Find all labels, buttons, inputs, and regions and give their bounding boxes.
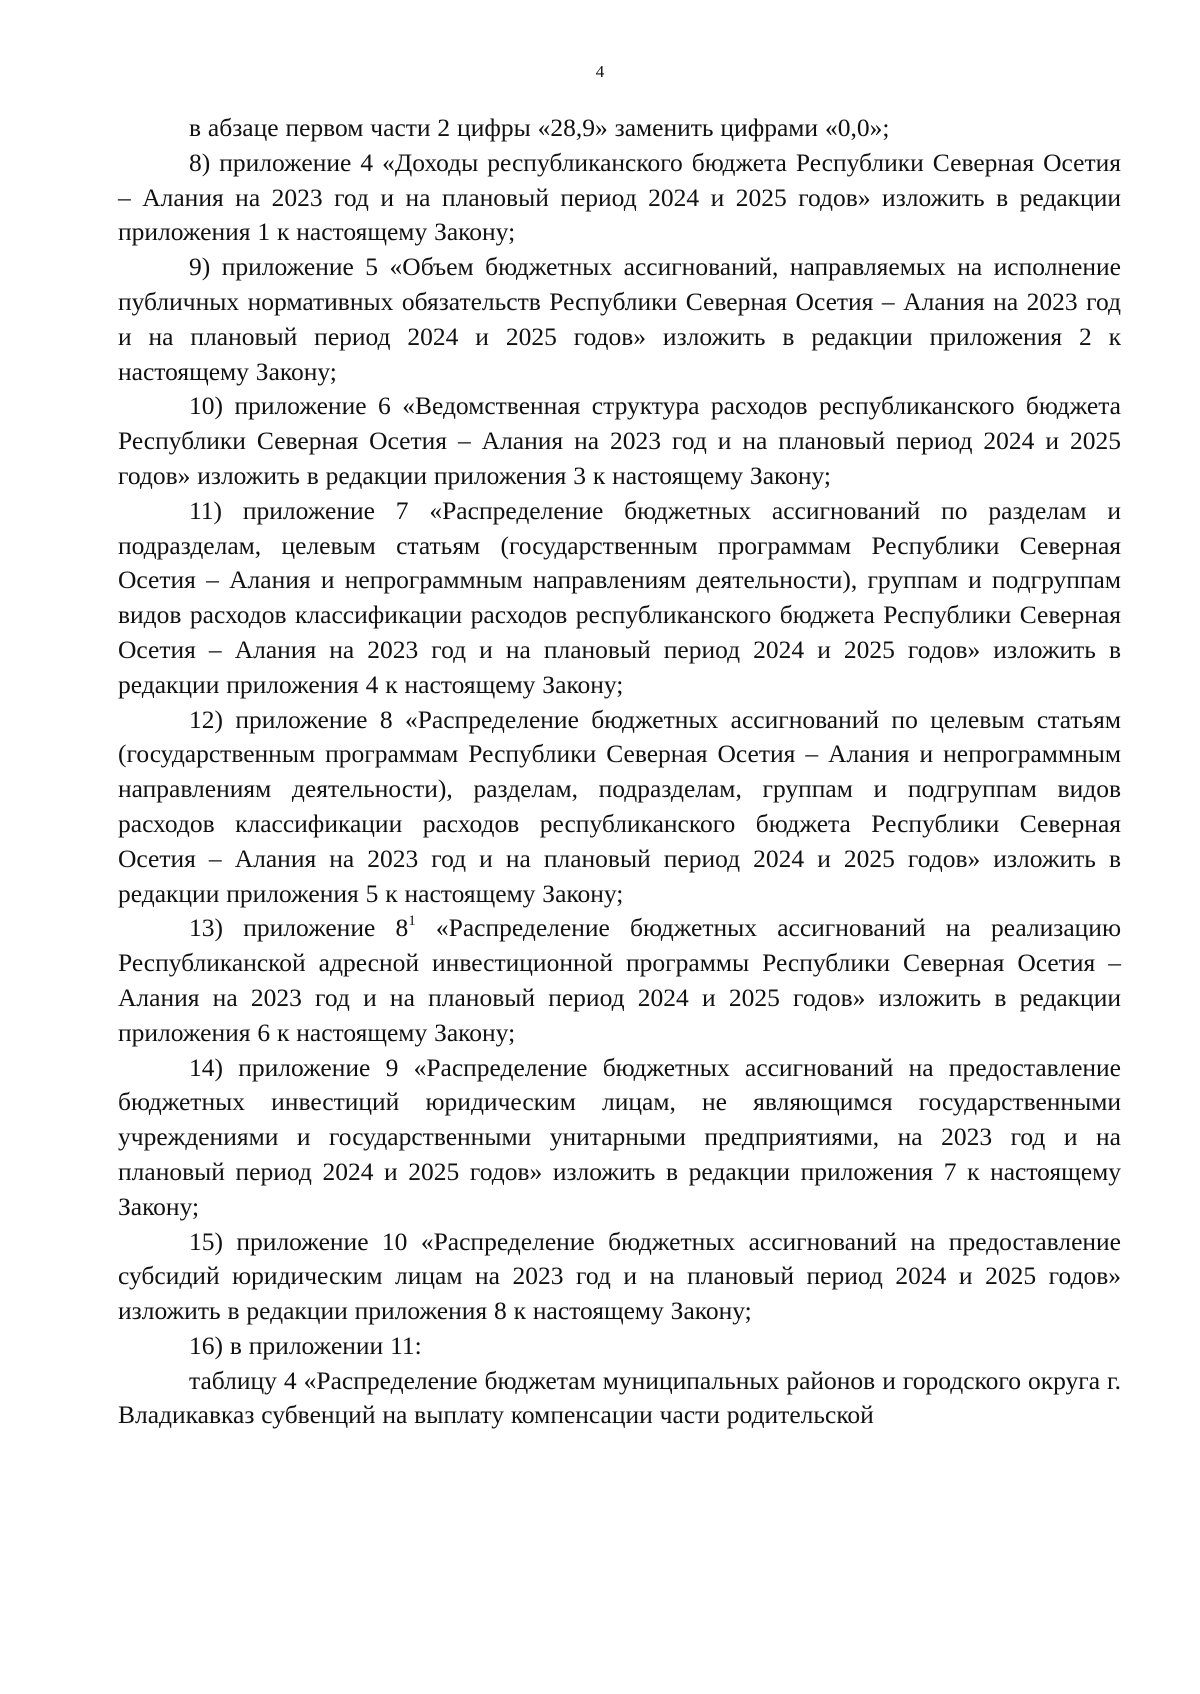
superscript-index: 1: [408, 913, 416, 930]
paragraph-item-8: 8) приложение 4 «Доходы республиканского бюджета Республики Северная Осетия – Алания на 2023 год и на плановый период 2024 и 2025 годов» изложить в редакции приложения 1 к настоящему Закону;: [118, 147, 1121, 247]
paragraph-item-12: 12) приложение 8 «Распределение бюджетных ассигнований по целевым статьям (государственным программам Республики Северная Осетия – Алания и непрограммным направлениям деятельности), разделам, подразделам, группам и подгруппам видов расходов классификации расходов республиканского бюджета Республики Северная Осетия – Алания на 2023 год и на плановый период 2024 и 2025 годов» изложить в редакции приложения 5 к настоящему Закону;: [118, 704, 1121, 908]
paragraph-intro: в абзаце первом части 2 цифры «28,9» заменить цифрами «0,0»;: [189, 113, 890, 142]
paragraph-item-11: 11) приложение 7 «Распределение бюджетных ассигнований по разделам и подразделам, целевым статьям (государственным программам Республики Северная Осетия – Алания и непрограммным направлениям деятельности), группам и подгруппам видов расходов классификации расходов республиканского бюджета Республики Северная Осетия – Алания на 2023 год и на плановый период 2024 и 2025 годов» изложить в редакции приложения 4 к настоящему Закону;: [118, 495, 1121, 699]
paragraph-table-4: таблицу 4 «Распределение бюджетам муниципальных районов и городского округа г. Владикавказ субвенций на выплату компенсации части родительской: [118, 1365, 1121, 1430]
paragraph-item-13-rest: «Распределение бюджетных ассигнований на реализацию Республиканской адресной инвестиционной программы Республики Северная Осетия – Алания на 2023 год и на плановый период 2024 и 2025 годов» изложить в редакции приложения 6 к настоящему Закону;: [118, 913, 1121, 1047]
paragraph-item-14: 14) приложение 9 «Распределение бюджетных ассигнований на предоставление бюджетных инвестиций юридическим лицам, не являющимся государственными учреждениями и государственными унитарными предприятиями, на 2023 год и на плановый период 2024 и 2025 годов» изложить в редакции приложения 7 к настоящему Закону;: [118, 1052, 1121, 1221]
paragraph-item-9: 9) приложение 5 «Объем бюджетных ассигнований, направляемых на исполнение публичных нормативных обязательств Республики Северная Осетия – Алания на 2023 год и на плановый период 2024 и 2025 годов» изложить в редакции приложения 2 к настоящему Закону;: [118, 252, 1121, 386]
page-number: 4: [595, 62, 605, 81]
paragraph-item-13-lead: 13) приложение 8: [189, 913, 409, 943]
paragraph-item-15: 15) приложение 10 «Распределение бюджетных ассигнований на предоставление субсидий юридическим лицам на 2023 год и на плановый период 2024 и 2025 годов» изложить в редакции приложения 8 к настоящему Закону;: [118, 1226, 1121, 1326]
paragraph-item-10: 10) приложение 6 «Ведомственная структура расходов республиканского бюджета Республики Северная Осетия – Алания на 2023 год и на плановый период 2024 и 2025 годов» изложить в редакции приложения 3 к настоящему Закону;: [118, 391, 1121, 490]
document-body: [118, 111, 1121, 1433]
paragraph-item-13: [118, 911, 1121, 1050]
paragraph-item-16: 16) в приложении 11:: [189, 1330, 422, 1360]
